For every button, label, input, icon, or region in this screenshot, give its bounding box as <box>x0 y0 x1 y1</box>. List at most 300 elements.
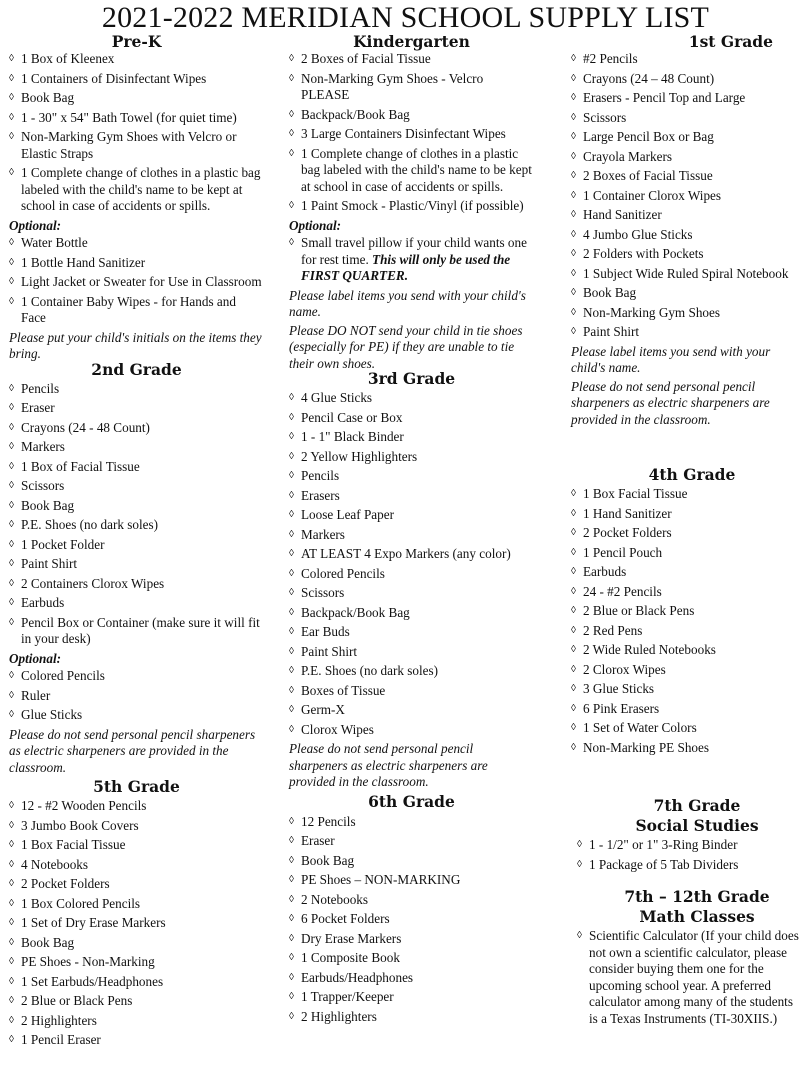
list-item-text: Eraser <box>21 400 55 415</box>
list-item-text: 12 - #2 Wooden Pencils <box>21 798 147 813</box>
list-item <box>9 688 264 705</box>
list-item <box>571 525 803 542</box>
list-item <box>571 71 803 88</box>
bullet-diamond-icon: ◊ <box>577 858 582 870</box>
list-item <box>9 51 264 68</box>
list-item-text: Erasers - Pencil Top and Large <box>583 90 746 105</box>
list-item-text: 1 Box Facial Tissue <box>21 837 126 852</box>
list-item <box>571 701 803 718</box>
list-item-text: 2 Blue or Black Pens <box>21 993 133 1008</box>
list-item <box>289 605 534 622</box>
list-item <box>9 517 264 534</box>
list-item <box>9 255 264 272</box>
list-item <box>9 837 264 854</box>
column-left <box>9 33 264 1052</box>
section-heading-6th-grade: 6th Grade <box>368 791 455 811</box>
list-item <box>289 970 534 987</box>
list-item-text: 2 Highlighters <box>301 1008 377 1024</box>
list-item <box>289 449 534 466</box>
list-item <box>571 149 803 166</box>
bullet-diamond-icon: ◊ <box>289 645 294 657</box>
bullet-diamond-icon: ◊ <box>289 854 294 866</box>
list-item <box>571 720 803 737</box>
bullet-diamond-icon: ◊ <box>9 131 14 142</box>
bullet-diamond-icon: ◊ <box>9 499 14 511</box>
bullet-diamond-icon: ◊ <box>9 878 14 889</box>
list-item <box>571 51 803 68</box>
grade1-note-sharpeners: Please do not send personal pencil sharpeners as electric sharpeners are provided in the classroom. <box>571 378 770 427</box>
list-item-text: 1 - 30" x 54" Bath Towel (for quiet time) <box>21 109 237 125</box>
list-item <box>9 420 264 437</box>
list-item-text: Dry Erase Markers <box>301 930 402 946</box>
list-item <box>571 90 803 107</box>
bullet-diamond-icon: ◊ <box>289 874 294 885</box>
list-item-text: 1 Pencil Eraser <box>21 1032 101 1047</box>
list-item-text: P.E. Shoes (no dark soles) <box>301 663 438 678</box>
list-item-text: 1 Container Baby Wipes - for Hands and Face <box>21 293 236 325</box>
bullet-diamond-icon: ◊ <box>289 723 294 735</box>
bullet-diamond-icon: ◊ <box>9 917 14 928</box>
list-item <box>571 305 803 322</box>
list-item <box>571 506 803 523</box>
bullet-diamond-icon: ◊ <box>289 53 294 64</box>
list-item-text: 1 Complete change of clothes in a plastic bag labeled with the child's name to be kept at school in case of accidents or spills. <box>21 165 261 213</box>
list-item-text: PE Shoes – NON-MARKING <box>301 872 461 887</box>
bullet-diamond-icon: ◊ <box>289 913 294 924</box>
kinder-optional-item-text: Small travel pillow if your child wants one for rest time. <box>301 235 527 267</box>
bullet-diamond-icon: ◊ <box>9 975 14 987</box>
list-item-text: Book Bag <box>21 497 75 513</box>
list-item <box>289 911 534 928</box>
list-item <box>9 857 264 874</box>
kinder-optional-item-emphasis: This will only be used the FIRST QUARTER. <box>301 251 511 283</box>
list-item-text: Erasers <box>301 487 340 503</box>
list-item <box>289 390 534 407</box>
list-item-text: Book Bag <box>301 852 355 868</box>
list-item <box>289 931 534 948</box>
list-item <box>9 537 264 554</box>
list-item-text: 2 Red Pens <box>583 622 643 638</box>
list-item <box>571 188 803 205</box>
list-item <box>9 110 264 127</box>
list-item <box>9 993 264 1010</box>
grade7ss-list <box>577 837 803 873</box>
bullet-diamond-icon: ◊ <box>289 567 294 579</box>
list-item-text: 2 Yellow Highlighters <box>301 448 418 464</box>
bullet-diamond-icon: ◊ <box>289 392 294 403</box>
list-item-text: Non-Marking Gym Shoes with Velcro or Elastic Straps <box>21 129 237 161</box>
list-item-text: Scientific Calculator (If your child does not own a scientific calculator, please consider buying them one for the upcoming school year. A preferred calculator among many of the students is a Texas Instruments (TI-30XIIS.) <box>589 928 799 1026</box>
bullet-diamond-icon: ◊ <box>289 971 294 983</box>
list-item <box>289 624 534 641</box>
list-item <box>9 478 264 495</box>
list-item-text: Glue Sticks <box>21 707 83 722</box>
list-item <box>571 584 803 601</box>
bullet-diamond-icon: ◊ <box>571 287 576 298</box>
list-item-text: Clorox Wipes <box>301 721 374 737</box>
list-item-text: 1 Containers of Disinfectant Wipes <box>21 70 207 86</box>
bullet-diamond-icon: ◊ <box>9 819 14 831</box>
section-heading-social-studies: Social Studies <box>635 816 759 835</box>
list-item-text: Paint Shirt <box>583 324 640 339</box>
bullet-diamond-icon: ◊ <box>571 150 576 162</box>
bullet-diamond-icon: ◊ <box>571 722 576 733</box>
list-item <box>289 410 534 427</box>
list-item-text: Non-Marking PE Shoes <box>583 739 710 755</box>
list-item-text: 4 Jumbo Glue Sticks <box>583 226 693 242</box>
list-item-text: 2 Boxes of Facial Tissue <box>583 168 713 183</box>
bullet-diamond-icon: ◊ <box>9 256 14 268</box>
list-item-text: 2 Folders with Pockets <box>583 246 704 261</box>
list-item-text: 4 Glue Sticks <box>301 390 373 405</box>
list-item <box>9 954 264 971</box>
grade1-note-label-items: Please label items you send with your child's name. <box>571 343 771 375</box>
list-item <box>9 129 264 162</box>
bullet-diamond-icon: ◊ <box>289 147 294 159</box>
list-item-text: Book Bag <box>583 285 637 300</box>
prek-list <box>9 51 264 215</box>
bullet-diamond-icon: ◊ <box>571 170 576 181</box>
bullet-diamond-icon: ◊ <box>289 835 294 846</box>
list-item <box>571 564 803 581</box>
bullet-diamond-icon: ◊ <box>571 546 576 558</box>
bullet-diamond-icon: ◊ <box>9 53 14 64</box>
list-item <box>571 285 803 302</box>
list-item <box>571 207 803 224</box>
bullet-diamond-icon: ◊ <box>9 709 14 720</box>
bullet-diamond-icon: ◊ <box>9 382 14 394</box>
bullet-diamond-icon: ◊ <box>9 1034 14 1045</box>
list-item <box>9 90 264 107</box>
list-item <box>289 546 534 563</box>
list-item <box>289 892 534 909</box>
bullet-diamond-icon: ◊ <box>9 295 14 307</box>
list-item-text: 1 Pencil Pouch <box>583 544 663 560</box>
list-item-text: 1 Composite Book <box>301 950 400 965</box>
list-item <box>9 668 264 685</box>
section-heading-math-classes: Math Classes <box>639 907 755 926</box>
section-heading-prek: Pre-K <box>111 32 162 51</box>
list-item <box>9 235 264 252</box>
bullet-diamond-icon: ◊ <box>571 209 576 220</box>
bullet-diamond-icon: ◊ <box>9 558 14 569</box>
list-item-text: 1 Package of 5 Tab Dividers <box>589 856 739 872</box>
list-item <box>289 429 534 446</box>
list-item-text: 1 Box Colored Pencils <box>21 895 141 911</box>
list-item-text: 1 - 1" Black Binder <box>301 429 404 444</box>
list-item <box>289 872 534 889</box>
list-item-text: 1 Hand Sanitizer <box>583 505 672 521</box>
bullet-diamond-icon: ◊ <box>571 92 576 103</box>
list-item-text: Earbuds <box>583 564 627 579</box>
list-item <box>571 603 803 620</box>
list-item-text: 24 - #2 Pencils <box>583 583 662 599</box>
bullet-diamond-icon: ◊ <box>571 644 576 655</box>
list-item <box>289 527 534 544</box>
bullet-diamond-icon: ◊ <box>289 548 294 559</box>
list-item <box>571 227 803 244</box>
list-item-text: 1 Box of Facial Tissue <box>21 458 140 474</box>
list-item-text: Loose Leaf Paper <box>301 507 395 522</box>
list-item-text: 1 Pocket Folder <box>21 536 105 552</box>
bullet-diamond-icon: ◊ <box>577 839 582 850</box>
bullet-diamond-icon: ◊ <box>571 131 576 142</box>
grade2-list <box>9 381 264 648</box>
list-item-text: Backpack/Book Bag <box>301 604 410 620</box>
list-item-text: 2 Clorox Wipes <box>583 661 666 677</box>
bullet-diamond-icon: ◊ <box>571 189 576 201</box>
grade3-note: Please do not send personal pencil sharpeners as electric sharpeners are provided in the classroom. <box>289 741 488 789</box>
list-item <box>571 662 803 679</box>
list-item-text: Non-Marking Gym Shoes <box>583 304 720 320</box>
list-item <box>9 1013 264 1030</box>
list-item <box>289 107 534 124</box>
list-item-text: Paint Shirt <box>301 643 358 659</box>
list-item-text: 4 Notebooks <box>21 856 89 872</box>
list-item-text: 1 Set of Water Colors <box>583 720 697 735</box>
list-item: ◊ Small travel pillow if your child wants one for rest time. This will only be used the FIRST QUARTER. <box>289 235 527 283</box>
list-item <box>289 126 534 143</box>
bullet-diamond-icon: ◊ <box>571 624 576 636</box>
list-item <box>9 1032 264 1049</box>
list-item-text: Markers <box>301 526 345 542</box>
list-item <box>577 857 803 874</box>
bullet-diamond-icon: ◊ <box>9 460 14 472</box>
bullet-diamond-icon: ◊ <box>289 665 294 676</box>
list-item <box>289 566 534 583</box>
list-item <box>9 556 264 573</box>
list-item <box>289 989 534 1006</box>
list-item <box>571 168 803 185</box>
list-item <box>571 486 803 503</box>
list-item <box>571 681 803 698</box>
list-item-text: Pencils <box>301 468 340 483</box>
list-item-text: Water Bottle <box>21 235 88 250</box>
list-item-text: Germ-X <box>301 702 345 717</box>
list-item <box>9 818 264 835</box>
bullet-diamond-icon: ◊ <box>289 626 294 637</box>
bullet-diamond-icon: ◊ <box>571 267 576 279</box>
list-item-text: 1 Set Earbuds/Headphones <box>21 973 164 989</box>
list-item-text: Scissors <box>583 109 627 125</box>
bullet-diamond-icon: ◊ <box>9 839 14 850</box>
list-item-text: 6 Pink Erasers <box>583 700 660 716</box>
list-item <box>9 896 264 913</box>
list-item-text: 1 Subject Wide Ruled Spiral Notebook <box>583 265 789 281</box>
list-item <box>289 146 534 196</box>
bullet-diamond-icon: ◊ <box>289 815 294 827</box>
bullet-diamond-icon: ◊ <box>9 519 14 530</box>
list-item <box>571 324 803 341</box>
list-item-text: Crayons (24 – 48 Count) <box>583 70 715 86</box>
grade4-list <box>571 486 803 756</box>
list-item-text: 1 Complete change of clothes in a plastic bag labeled with the child's name to be kept at school in case of accidents or spills. <box>301 145 532 194</box>
bullet-diamond-icon: ◊ <box>289 509 294 520</box>
list-item <box>289 702 534 719</box>
list-item-text: Scissors <box>21 478 65 493</box>
kinder-list <box>289 51 534 215</box>
kinder-optional-list <box>289 235 534 285</box>
prek-note: Please put your child's initials on the items they bring. <box>9 329 262 361</box>
list-item <box>571 110 803 127</box>
bullet-diamond-icon: ◊ <box>9 1014 14 1026</box>
bullet-diamond-icon: ◊ <box>289 200 294 211</box>
list-item <box>571 740 803 757</box>
list-item-text: 3 Large Containers Disinfectant Wipes <box>301 126 506 141</box>
bullet-diamond-icon: ◊ <box>289 72 294 84</box>
bullet-diamond-icon: ◊ <box>571 683 576 694</box>
bullet-diamond-icon: ◊ <box>571 741 576 753</box>
bullet-diamond-icon: ◊ <box>571 488 576 499</box>
list-item-text: 1 Paint Smock - Plastic/Vinyl (if possible) <box>301 198 524 213</box>
list-item <box>289 488 534 505</box>
list-item-text: 1 Bottle Hand Sanitizer <box>21 254 146 270</box>
list-item-text: Backpack/Book Bag <box>301 106 410 122</box>
grade2-optional-list <box>9 668 264 724</box>
section-heading-5th-grade: 5th Grade <box>93 777 180 796</box>
list-item-text: Ruler <box>21 687 51 703</box>
bullet-diamond-icon: ◊ <box>571 507 576 519</box>
bullet-diamond-icon: ◊ <box>571 72 576 84</box>
bullet-diamond-icon: ◊ <box>289 450 294 462</box>
bullet-diamond-icon: ◊ <box>289 1010 294 1022</box>
grade2-note: Please do not send personal pencil sharpeners as electric sharpeners are provided in the classroom. <box>9 726 256 775</box>
list-item-text: Hand Sanitizer <box>583 207 662 222</box>
section-heading-4th-grade: 4th Grade <box>648 465 736 484</box>
list-item-text: Paint Shirt <box>21 556 78 571</box>
list-item <box>289 1009 534 1026</box>
bullet-diamond-icon: ◊ <box>9 577 14 589</box>
bullet-diamond-icon: ◊ <box>571 53 576 64</box>
bullet-diamond-icon: ◊ <box>9 421 14 433</box>
list-item <box>9 459 264 476</box>
bullet-diamond-icon: ◊ <box>289 587 294 598</box>
list-item <box>289 814 534 831</box>
list-item-text: Markers <box>21 439 65 454</box>
bullet-diamond-icon: ◊ <box>9 92 14 103</box>
list-item <box>289 722 534 739</box>
list-item-text: P.E. Shoes (no dark soles) <box>21 517 158 532</box>
list-item <box>289 663 534 680</box>
list-item <box>577 837 803 854</box>
list-item <box>289 833 534 850</box>
list-item-text: Pencil Box or Container (make sure it will fit in your desk) <box>21 614 260 646</box>
list-item <box>571 129 803 146</box>
bullet-diamond-icon: ◊ <box>9 670 14 681</box>
section-heading-3rd-grade: 3rd Grade <box>367 369 456 388</box>
list-item <box>9 576 264 593</box>
list-item-text: Crayola Markers <box>583 148 672 164</box>
list-item <box>9 876 264 893</box>
list-item <box>9 615 264 648</box>
list-item <box>9 381 264 398</box>
bullet-diamond-icon: ◊ <box>289 128 294 139</box>
bullet-diamond-icon: ◊ <box>571 605 576 616</box>
bullet-diamond-icon: ◊ <box>571 306 576 318</box>
list-item <box>289 950 534 967</box>
bullet-diamond-icon: ◊ <box>571 111 576 123</box>
bullet-diamond-icon: ◊ <box>9 858 14 870</box>
bullet-diamond-icon: ◊ <box>9 402 14 413</box>
kinder-optional-label: Optional: <box>289 217 342 233</box>
list-item-text: 6 Pocket Folders <box>301 911 390 926</box>
prek-optional-label: Optional: <box>9 217 62 233</box>
list-item-text: 2 Wide Ruled Notebooks <box>583 642 716 657</box>
bullet-diamond-icon: ◊ <box>9 111 14 123</box>
list-item-text: Scissors <box>301 585 345 600</box>
bullet-diamond-icon: ◊ <box>289 431 294 442</box>
bullet-diamond-icon: ◊ <box>571 326 576 337</box>
kinder-note-tie-shoes: Please DO NOT send your child in tie shoes (especially for PE) if they are unable to tie their own shoes. <box>289 322 523 371</box>
list-item <box>9 165 264 215</box>
bullet-diamond-icon: ◊ <box>289 991 294 1002</box>
list-item <box>571 246 803 263</box>
list-item <box>289 51 534 68</box>
bullet-diamond-icon: ◊ <box>289 528 294 540</box>
list-item-text: Ear Buds <box>301 624 350 639</box>
kinder-note-label-items: Please label items you send with your child's name. <box>289 287 526 319</box>
list-item <box>289 468 534 485</box>
list-item <box>9 294 264 327</box>
list-item-text: 1 Container Clorox Wipes <box>583 187 722 203</box>
bullet-diamond-icon: ◊ <box>9 616 14 628</box>
list-item-text: Earbuds <box>21 595 65 610</box>
bullet-diamond-icon: ◊ <box>571 702 576 714</box>
list-item <box>571 642 803 659</box>
bullet-diamond-icon: ◊ <box>571 566 576 577</box>
bullet-diamond-icon: ◊ <box>9 995 14 1006</box>
list-item <box>9 915 264 932</box>
list-item-text: 1 - 1/2" or 1" 3-Ring Binder <box>589 837 738 852</box>
list-item-text: Light Jacket or Sweater for Use in Classroom <box>21 274 262 289</box>
list-item-text: Eraser <box>301 833 335 848</box>
math-list <box>577 928 803 1027</box>
bullet-diamond-icon: ◊ <box>289 470 294 481</box>
bullet-diamond-icon: ◊ <box>9 480 14 491</box>
list-item <box>9 498 264 515</box>
list-item <box>571 623 803 640</box>
section-heading-1st-grade: 1st Grade <box>688 32 773 51</box>
bullet-diamond-icon: ◊ <box>577 930 582 941</box>
list-item <box>571 545 803 562</box>
list-item-text: 1 Box of Kleenex <box>21 51 115 66</box>
bullet-diamond-icon: ◊ <box>9 276 14 287</box>
list-item-text: Colored Pencils <box>21 668 105 683</box>
list-item <box>289 198 534 215</box>
list-item <box>9 400 264 417</box>
list-item <box>289 585 534 602</box>
list-item <box>9 935 264 952</box>
list-item-text: 2 Containers Clorox Wipes <box>21 575 165 591</box>
bullet-diamond-icon: ◊ <box>571 585 576 597</box>
list-item <box>289 507 534 524</box>
bullet-diamond-icon: ◊ <box>9 72 14 84</box>
list-item-text: Book Bag <box>21 90 75 105</box>
bullet-diamond-icon: ◊ <box>289 606 294 618</box>
list-item-text: AT LEAST 4 Expo Markers (any color) <box>301 546 511 561</box>
grade1-list <box>571 51 803 341</box>
bullet-diamond-icon: ◊ <box>289 893 294 905</box>
column-right <box>571 33 803 1030</box>
list-item-text: Book Bag <box>21 934 75 950</box>
bullet-diamond-icon: ◊ <box>9 597 14 608</box>
list-item-text: 2 Blue or Black Pens <box>583 603 695 618</box>
bullet-diamond-icon: ◊ <box>571 228 576 240</box>
list-item <box>9 707 264 724</box>
bullet-diamond-icon: ◊ <box>571 248 576 259</box>
list-item <box>9 595 264 612</box>
list-item-text: 12 Pencils <box>301 813 356 829</box>
